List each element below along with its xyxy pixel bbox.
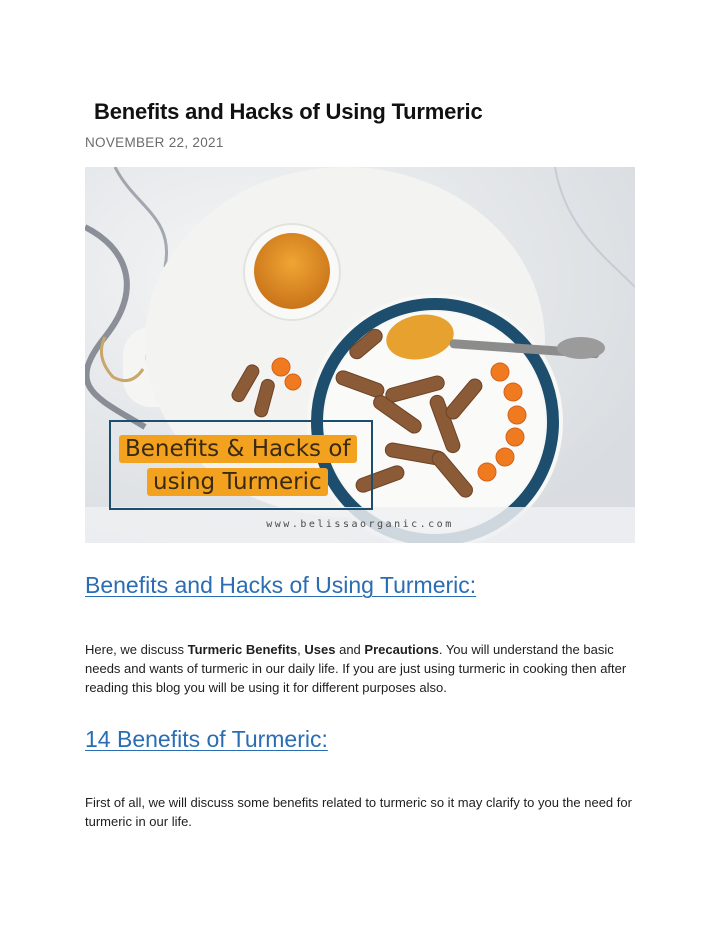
article-date: NOVEMBER 22, 2021 — [85, 135, 224, 150]
banner-line-2: using Turmeric — [147, 468, 328, 496]
intro-paragraph — [85, 640, 645, 697]
benefits-paragraph: First of all, we will discuss some benefits related to turmeric so it may clarify to you the need for turmeric in our life. — [85, 795, 632, 829]
banner-line-1: Benefits & Hacks of — [119, 435, 357, 463]
hero-banner — [109, 420, 373, 510]
hero-image — [85, 167, 635, 543]
bold-turmeric-benefits: Turmeric Benefits — [187, 642, 298, 657]
article-title: Benefits and Hacks of Using Turmeric — [94, 99, 483, 124]
bold-uses: Uses — [304, 642, 336, 657]
image-watermark: www.belissaorganic.com — [266, 519, 454, 530]
intro-text: Here, we discuss — [85, 642, 188, 657]
separator-and: and — [335, 642, 365, 657]
separator-comma: , — [297, 642, 305, 657]
intro-rest-text: . You will understand the basic needs and wants of turmeric in our daily life. If you are just using turmeric in cooking then after reading this blog you will be using it for different purposes also. — [85, 642, 627, 695]
bold-precautions: Precautions — [364, 642, 439, 657]
section-heading-14-benefits[interactable]: 14 Benefits of Turmeric: — [85, 726, 328, 752]
section-heading-benefits-hacks[interactable]: Benefits and Hacks of Using Turmeric: — [85, 572, 477, 598]
